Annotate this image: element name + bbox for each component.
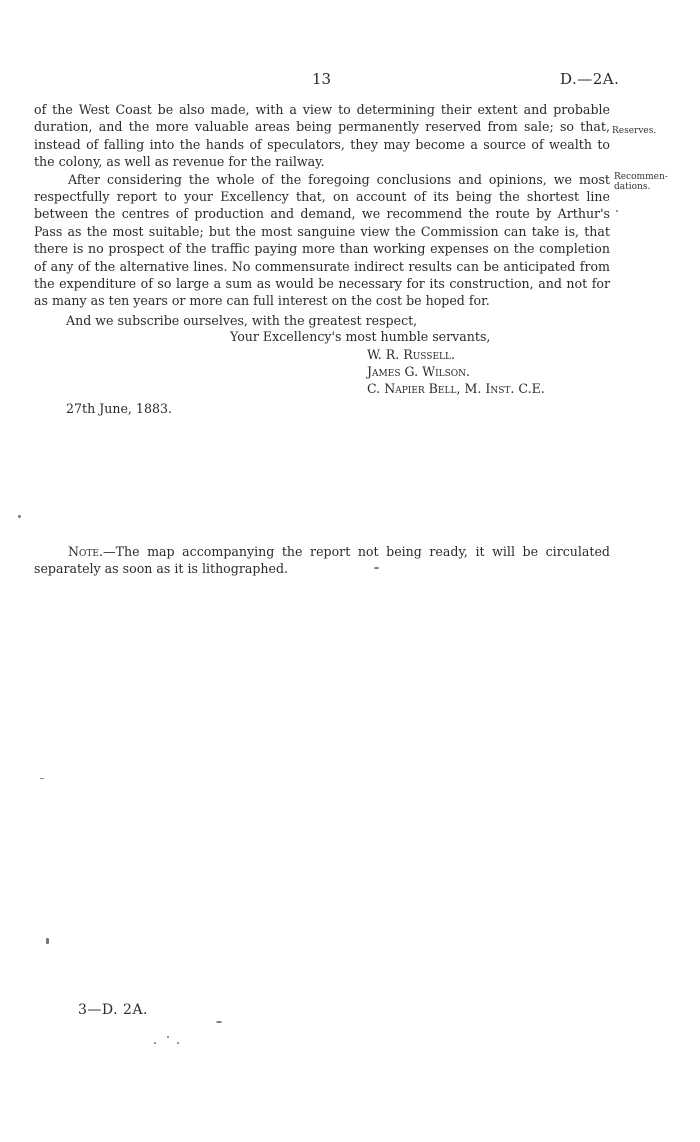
signatory-wilson: James G. Wilson.	[367, 364, 471, 379]
footer-signature-mark: 3—D. 2A.	[78, 1002, 149, 1018]
paragraph-recommendations: After considering the whole of the foregoing conclusions and opinions, we most respectfully report to your Excellency that, on account of its being the shortest line between the centres of production and demand, we recommend the route by Arthur's Pass as the most suitable; but the most sanguine view the Commission can take is, that there is no prospect of the traffic paying more than working expenses on the completion of any of the alternative lines. No commensurate indirect results can be anticipated from the expenditure of so large a sum as would be necessary for its construction, and not for as many as ten years or more can full interest on the cost be hoped for.	[34, 171, 610, 309]
margin-note-recommendations	[614, 172, 684, 192]
scan-speck	[616, 210, 618, 212]
scan-speck	[216, 1021, 222, 1023]
note-lead: Note.	[68, 544, 103, 559]
signatory-russell: W. R. Russell.	[367, 347, 456, 362]
scan-speck	[374, 567, 379, 569]
report-body	[34, 101, 610, 310]
courtesy-line: Your Excellency's most humble servants,	[230, 329, 491, 344]
document-reference: D.—2A.	[560, 70, 620, 88]
signatory-bell: C. Napier Bell, M. Inst. C.E.	[367, 381, 545, 396]
page-number: 13	[312, 70, 332, 88]
margin-note-reserves: Reserves.	[612, 126, 657, 136]
scan-speck	[46, 938, 49, 944]
note-paragraph	[34, 543, 610, 578]
scan-speck	[154, 1042, 156, 1044]
paragraph-reserves: of the West Coast be also made, with a view to determining their extent and probable duration, and the more valuable areas being permanently reserved from sale; so that, instead of falling into the hands of speculators, they may become a source of wealth to the colony, as well as revenue for the railway.	[34, 102, 610, 170]
margin-note-line: dations.	[614, 182, 651, 192]
scan-speck	[40, 778, 44, 779]
report-date: 27th June, 1883.	[66, 401, 172, 416]
scan-speck	[167, 1036, 169, 1038]
scan-speck	[18, 515, 21, 518]
closing-salutation: And we subscribe ourselves, with the greatest respect,	[66, 313, 418, 328]
scan-speck	[177, 1042, 179, 1044]
note-text: —The map accompanying the report not being ready, it will be circulated separately as soon as it is lithographed.	[34, 544, 610, 577]
margin-note-line: Recommen-	[614, 172, 668, 182]
